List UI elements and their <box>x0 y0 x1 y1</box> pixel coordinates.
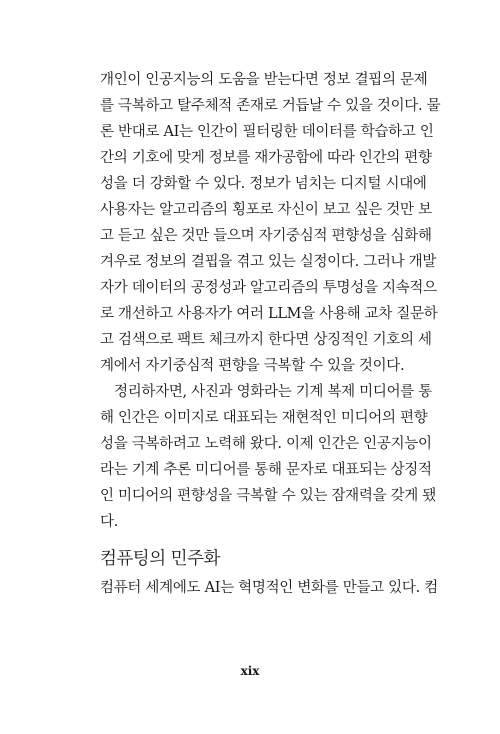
text-line: 론 반대로 AI는 인간이 필터링한 데이터를 학습하고 인 <box>100 124 434 140</box>
text-line: 라는 기계 추론 미디어를 통해 문자로 대표되는 상징적 <box>100 462 432 478</box>
text-line: 성을 극복하려고 노력해 왔다. 이제 인간은 인공지능이 <box>100 436 432 452</box>
text-line: 컴퓨터 세계에도 AI는 혁명적인 변화를 만들고 있다. 컴 <box>100 580 438 596</box>
section-heading: 컴퓨팅의 민주화 <box>100 549 220 569</box>
text-line: 겨우로 정보의 결핍을 겪고 있는 실정이다. 그러나 개발 <box>100 254 437 270</box>
text-line: 간의 기호에 맞게 정보를 재가공함에 따라 인간의 편향 <box>100 150 432 166</box>
text-line: 성을 더 강화할 수 있다. 정보가 넘치는 디지털 시대에 <box>100 176 427 192</box>
text-line: 를 극복하고 탈주체적 존재로 거듭날 수 있을 것이다. 물 <box>100 98 441 114</box>
text-line: 인 미디어의 편향성을 극복할 수 있는 잠재력을 갖게 됐 <box>100 488 437 504</box>
text-line: 해 인간은 이미지로 대표되는 재현적인 미디어의 편향 <box>100 410 428 426</box>
text-line: 고 검색으로 팩트 체크까지 한다면 상징적인 기호의 세 <box>100 332 432 348</box>
text-line: 사용자는 알고리즘의 횡포로 자신이 보고 싶은 것만 보 <box>100 202 432 218</box>
text-line: 고 듣고 싶은 것만 들으며 자기중심적 편향성을 심화해 <box>100 228 432 244</box>
text-line: 다. <box>100 514 119 530</box>
text-line: 정리하자면, 사진과 영화라는 기계 복제 미디어를 통 <box>114 384 433 400</box>
text-line: 로 개선하고 사용자가 여러 LLM을 사용해 교차 질문하 <box>100 306 438 322</box>
text-line: 자가 데이터의 공정성과 알고리즘의 투명성을 지속적으 <box>100 280 437 296</box>
text-line: 개인이 인공지능의 도움을 받는다면 정보 결핍의 문제 <box>100 72 428 88</box>
text-line: 계에서 자기중심적 편향을 극복할 수 있을 것이다. <box>100 358 405 374</box>
page-number: xix <box>240 664 260 678</box>
